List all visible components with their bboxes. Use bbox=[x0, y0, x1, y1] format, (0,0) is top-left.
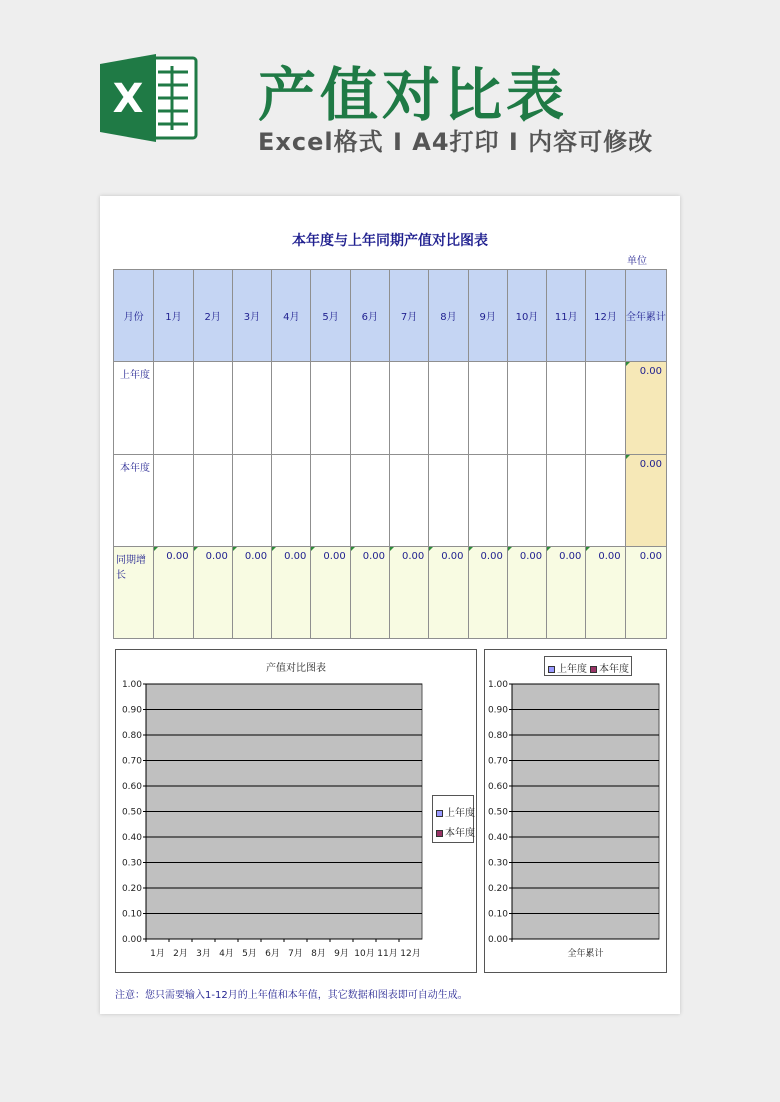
header-cell: 全年累计 bbox=[625, 270, 666, 362]
input-cell[interactable] bbox=[232, 454, 271, 546]
monthly-comparison-chart bbox=[115, 649, 477, 973]
total-value: 0.00 bbox=[639, 458, 662, 470]
formula-marker-icon bbox=[272, 547, 276, 551]
logo-letter: X bbox=[112, 76, 144, 122]
growth-value: 0.00 bbox=[244, 550, 268, 562]
monthly-chart-svg bbox=[116, 650, 426, 972]
input-cell[interactable] bbox=[389, 362, 428, 454]
input-cell[interactable] bbox=[311, 362, 350, 454]
excel-logo-icon bbox=[100, 52, 198, 144]
formula-marker-icon bbox=[508, 547, 512, 551]
formula-marker-icon bbox=[390, 547, 394, 551]
x-tick-label: 3月 bbox=[196, 949, 211, 959]
input-cell[interactable] bbox=[389, 454, 428, 546]
legend-swatch-icon bbox=[436, 810, 443, 817]
header-cell: 1月 bbox=[154, 270, 193, 362]
y-tick-label: 0.70 bbox=[121, 756, 142, 767]
growth-value: 0.00 bbox=[205, 550, 228, 562]
input-cell[interactable] bbox=[547, 454, 586, 546]
x-tick-label: 10月 bbox=[354, 949, 375, 959]
formula-marker-icon bbox=[233, 547, 237, 551]
growth-cell bbox=[389, 546, 428, 638]
y-tick-label: 0.90 bbox=[487, 705, 508, 716]
annual-chart-svg bbox=[485, 650, 666, 972]
table-row-growth bbox=[114, 546, 667, 638]
growth-cell bbox=[586, 546, 625, 638]
growth-value: 0.00 bbox=[323, 550, 346, 562]
legend-item-last-year bbox=[436, 804, 475, 819]
usage-note: 注意：您只需要输入1-12月的上年值和本年值，其它数据和图表即可自动生成。 bbox=[115, 990, 468, 1001]
x-tick-label: 11月 bbox=[377, 949, 398, 959]
data-table bbox=[113, 269, 667, 639]
growth-cell bbox=[232, 546, 271, 638]
input-cell[interactable] bbox=[586, 362, 625, 454]
x-tick-label: 6月 bbox=[265, 949, 280, 959]
x-tick-label: 7月 bbox=[288, 949, 303, 959]
growth-value: 0.00 bbox=[441, 550, 464, 562]
input-cell[interactable] bbox=[468, 454, 507, 546]
x-tick-label: 1月 bbox=[150, 949, 165, 959]
formula-marker-icon bbox=[429, 547, 433, 551]
input-cell[interactable] bbox=[193, 362, 232, 454]
y-tick-label: 0.30 bbox=[121, 858, 142, 869]
growth-cell bbox=[468, 546, 507, 638]
header-cell: 月份 bbox=[114, 270, 154, 362]
formula-marker-icon bbox=[469, 547, 473, 551]
y-tick-label: 0.40 bbox=[487, 833, 508, 843]
growth-value: 0.00 bbox=[284, 550, 307, 562]
input-cell[interactable] bbox=[586, 454, 625, 546]
y-tick-label: 0.00 bbox=[487, 935, 508, 945]
y-tick-label: 0.70 bbox=[487, 756, 508, 767]
header-cell: 9月 bbox=[468, 270, 507, 362]
legend-label: 本年度 bbox=[599, 664, 629, 675]
annual-total-chart bbox=[484, 649, 667, 973]
legend-label: 上年度 bbox=[445, 808, 475, 819]
input-cell[interactable] bbox=[193, 454, 232, 546]
growth-cell bbox=[272, 546, 311, 638]
input-cell[interactable] bbox=[507, 362, 546, 454]
growth-total-cell bbox=[625, 546, 666, 638]
chart-title: 产值对比图表 bbox=[266, 663, 326, 674]
y-tick-label: 0.30 bbox=[487, 858, 508, 869]
input-cell[interactable] bbox=[272, 454, 311, 546]
input-cell[interactable] bbox=[547, 362, 586, 454]
y-tick-label: 0.20 bbox=[121, 884, 142, 894]
formula-marker-icon bbox=[626, 362, 630, 366]
y-tick-label: 0.60 bbox=[121, 782, 142, 792]
growth-value: 0.00 bbox=[598, 550, 621, 562]
y-tick-label: 0.10 bbox=[121, 909, 142, 920]
total-value: 0.00 bbox=[639, 366, 662, 378]
growth-value: 0.00 bbox=[480, 550, 503, 562]
row-label: 同期增长 bbox=[114, 546, 154, 638]
growth-value: 0.00 bbox=[166, 550, 189, 562]
row-label: 上年度 bbox=[114, 362, 154, 454]
banner-title: 产值对比表 bbox=[258, 61, 569, 129]
input-cell[interactable] bbox=[350, 362, 389, 454]
formula-marker-icon bbox=[351, 547, 355, 551]
sheet-title: 本年度与上年同期产值对比图表 bbox=[292, 233, 488, 249]
banner-subtitle: Excel格式 I A4打印 I 内容可修改 bbox=[258, 128, 654, 156]
banner bbox=[0, 0, 780, 190]
growth-cell bbox=[311, 546, 350, 638]
formula-marker-icon bbox=[586, 547, 590, 551]
y-tick-label: 0.10 bbox=[487, 909, 508, 920]
header-cell: 10月 bbox=[507, 270, 546, 362]
input-cell[interactable] bbox=[507, 454, 546, 546]
growth-value: 0.00 bbox=[401, 550, 425, 562]
header-cell: 6月 bbox=[350, 270, 389, 362]
chart-legend bbox=[432, 795, 474, 843]
growth-value: 0.00 bbox=[559, 550, 582, 562]
input-cell[interactable] bbox=[350, 454, 389, 546]
input-cell[interactable] bbox=[468, 362, 507, 454]
unit-label: 单位 bbox=[627, 256, 647, 267]
x-tick-label: 4月 bbox=[219, 949, 234, 959]
input-cell[interactable] bbox=[311, 454, 350, 546]
formula-marker-icon bbox=[194, 547, 198, 551]
input-cell[interactable] bbox=[232, 362, 271, 454]
x-tick-label: 8月 bbox=[311, 949, 326, 959]
x-tick-label: 2月 bbox=[173, 949, 188, 959]
input-cell[interactable] bbox=[429, 362, 468, 454]
y-tick-label: 0.50 bbox=[121, 807, 142, 818]
header-cell: 8月 bbox=[429, 270, 468, 362]
total-cell bbox=[625, 454, 666, 546]
y-tick-label: 0.20 bbox=[487, 884, 508, 894]
y-tick-label: 0.40 bbox=[121, 833, 142, 843]
y-tick-label: 0.00 bbox=[121, 935, 142, 945]
growth-cell bbox=[154, 546, 193, 638]
x-tick-label: 5月 bbox=[242, 949, 257, 959]
formula-marker-icon bbox=[311, 547, 315, 551]
x-tick-label: 全年累计 bbox=[567, 949, 604, 959]
input-cell[interactable] bbox=[154, 362, 193, 454]
growth-total-value: 0.00 bbox=[639, 550, 662, 562]
header-cell: 2月 bbox=[193, 270, 232, 362]
y-tick-label: 1.00 bbox=[121, 680, 142, 690]
growth-value: 0.00 bbox=[519, 550, 543, 562]
spreadsheet-page bbox=[100, 196, 680, 1014]
growth-cell bbox=[547, 546, 586, 638]
total-cell bbox=[625, 362, 666, 454]
table-row-this-year bbox=[114, 454, 667, 546]
header-cell: 5月 bbox=[311, 270, 350, 362]
header-cell: 4月 bbox=[272, 270, 311, 362]
header-row bbox=[114, 270, 667, 362]
formula-marker-icon bbox=[154, 547, 158, 551]
growth-cell bbox=[193, 546, 232, 638]
x-tick-label: 9月 bbox=[334, 949, 349, 959]
row-label: 本年度 bbox=[114, 454, 154, 546]
legend-item-this-year bbox=[436, 824, 475, 839]
y-tick-label: 0.80 bbox=[487, 731, 508, 741]
y-tick-label: 0.80 bbox=[121, 731, 142, 741]
y-tick-label: 1.00 bbox=[487, 680, 508, 690]
header-cell: 7月 bbox=[389, 270, 428, 362]
input-cell[interactable] bbox=[272, 362, 311, 454]
table-row-last-year bbox=[114, 362, 667, 454]
growth-cell bbox=[350, 546, 389, 638]
legend-swatch-icon bbox=[436, 830, 443, 837]
input-cell[interactable] bbox=[429, 454, 468, 546]
y-tick-label: 0.50 bbox=[487, 807, 508, 818]
legend-label: 上年度 bbox=[557, 664, 587, 675]
formula-marker-icon bbox=[626, 455, 630, 459]
header-cell: 11月 bbox=[547, 270, 586, 362]
y-tick-label: 0.90 bbox=[121, 705, 142, 716]
formula-marker-icon bbox=[547, 547, 551, 551]
x-tick-label: 12月 bbox=[400, 949, 421, 959]
input-cell[interactable] bbox=[154, 454, 193, 546]
growth-cell bbox=[429, 546, 468, 638]
legend-label: 本年度 bbox=[445, 828, 475, 839]
growth-cell bbox=[507, 546, 546, 638]
growth-value: 0.00 bbox=[362, 550, 385, 562]
header-cell: 12月 bbox=[586, 270, 625, 362]
header-cell: 3月 bbox=[232, 270, 271, 362]
y-tick-label: 0.60 bbox=[487, 782, 508, 792]
